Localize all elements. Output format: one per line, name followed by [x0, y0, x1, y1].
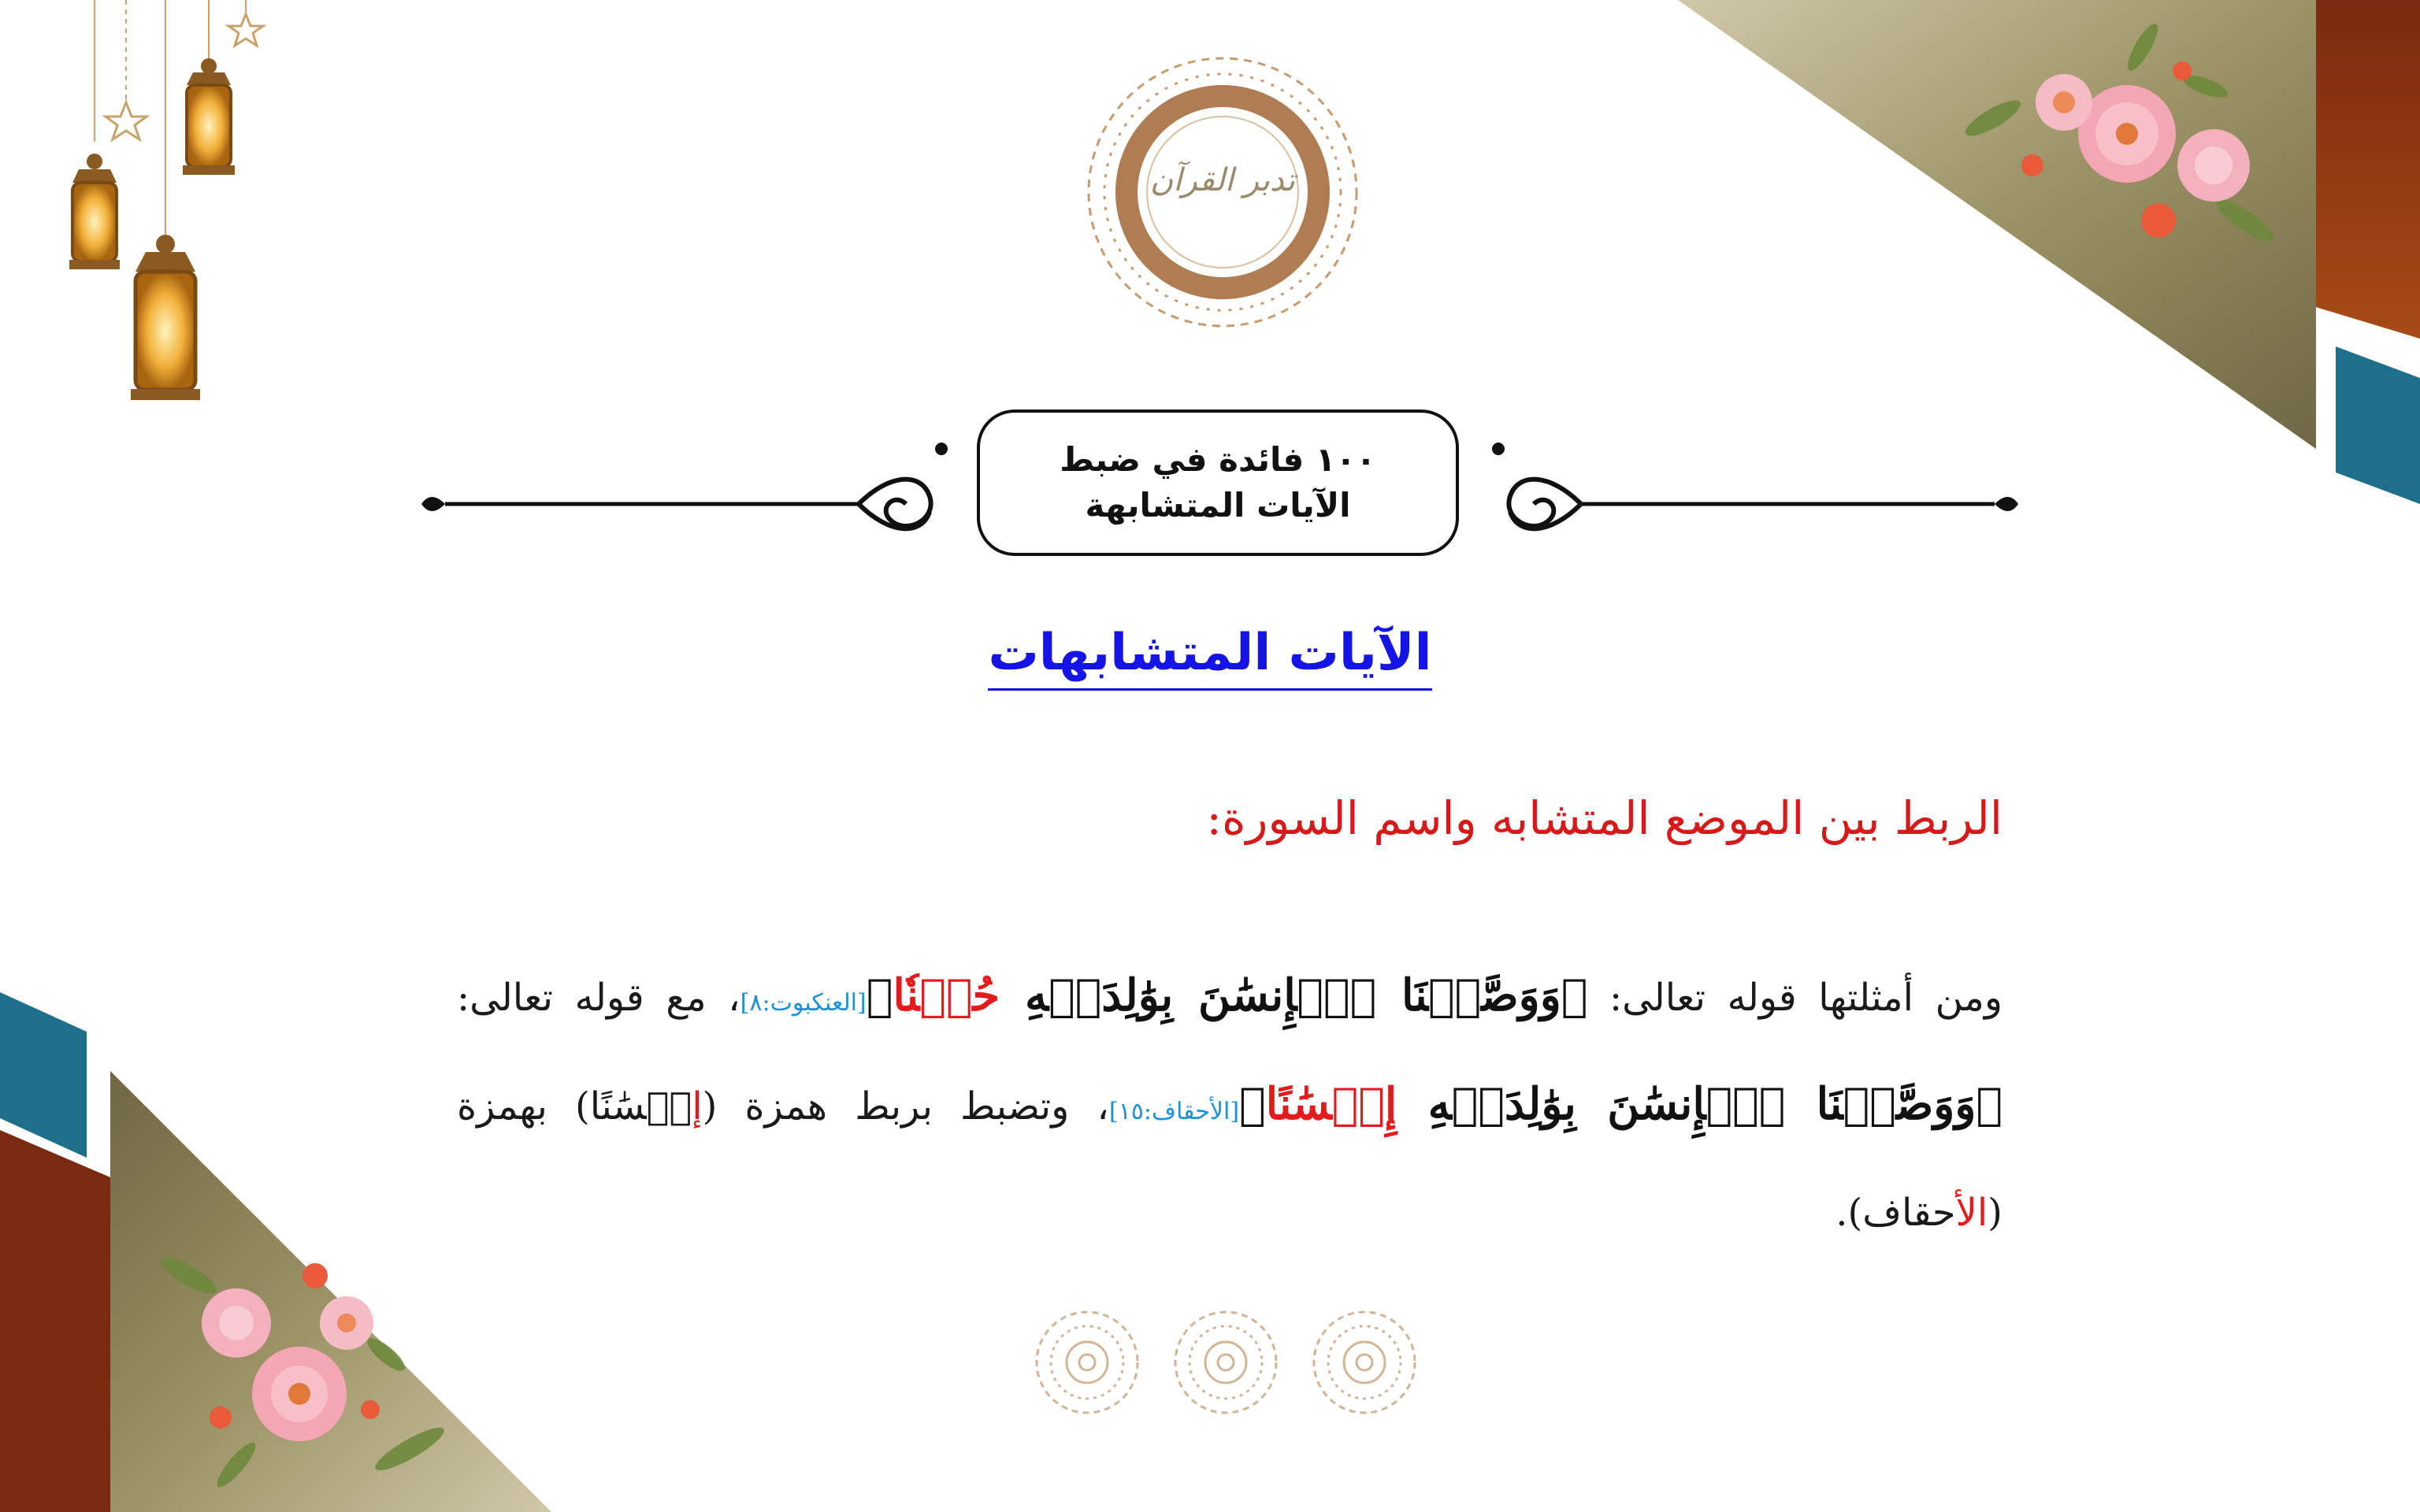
flower-bouquet-icon — [150, 1228, 481, 1496]
intro-text: ومن أمثلتها قوله تعالى: — [1587, 976, 2002, 1020]
section-heading: الآيات المتشابهات — [788, 624, 1632, 691]
rosette-ornament-icon — [1171, 1307, 1281, 1418]
alif-hamza-highlight: الأ — [1955, 1191, 1988, 1235]
reference-2: [الأحقاف:١٥] — [1108, 1098, 1240, 1125]
logo-text: تدبر القرآن — [1149, 162, 1296, 198]
rosette-ornament-icon — [1309, 1307, 1420, 1418]
hamza-highlight: إ — [692, 1084, 703, 1128]
star-icon — [228, 14, 263, 46]
middle-text: ، مع قوله تعالى: — [457, 976, 740, 1020]
lantern-icon — [131, 235, 200, 400]
rosette-ornament-icon — [1032, 1307, 1142, 1418]
lantern-icon — [183, 58, 235, 175]
header-title-line1: ١٠٠ فائدة في ضبط — [1060, 440, 1376, 479]
flower-bouquet-icon — [1946, 16, 2308, 268]
scroll-flourish-icon — [414, 425, 965, 559]
verse-1-key-word: حُسۡنٗا — [893, 969, 1000, 1021]
body-paragraph: ومن أمثلتها قوله تعالى: ﴿وَوَصَّيۡنَا ٱلۡإِنسَٰنَ بِوَٰلِدَيۡهِ حُسۡنٗا﴾[العنكبوت:٨]، مع قوله تعالى: ﴿وَوَصَّيۡنَا ٱلۡإِنسَٰنَ بِوَٰلِدَيۡهِ إِحۡسَٰنًا﴾[الأحقاف:١٥]، وتضبط بربط همزة (إحۡسَٰنًا) بهمزة (الأحقاف). — [457, 969, 2003, 1235]
scroll-flourish-icon — [1475, 425, 2026, 559]
section-subtitle: الربط بين الموضع المتشابه واسم السورة: — [1206, 791, 2002, 845]
verse-2: ﴿وَوَصَّيۡنَا ٱلۡإِنسَٰنَ بِوَٰلِدَيۡهِ إِحۡسَٰنًا﴾ — [1239, 1078, 2003, 1130]
logo-medallion — [1065, 52, 1380, 332]
header-title-line2: الآيات المتشابهة — [1085, 486, 1351, 524]
header-title-box — [977, 410, 1459, 556]
star-icon — [106, 102, 147, 139]
verse-2-key-word: إِحۡسَٰنًا — [1265, 1078, 1397, 1130]
verse-1: ﴿وَوَصَّيۡنَا ٱلۡإِنسَٰنَ بِوَٰلِدَيۡهِ حُسۡنٗا﴾ — [866, 969, 1588, 1021]
lanterns-decoration — [47, 0, 299, 441]
reference-1: [العنكبوت:٨] — [740, 989, 867, 1017]
lantern-icon — [69, 154, 120, 269]
